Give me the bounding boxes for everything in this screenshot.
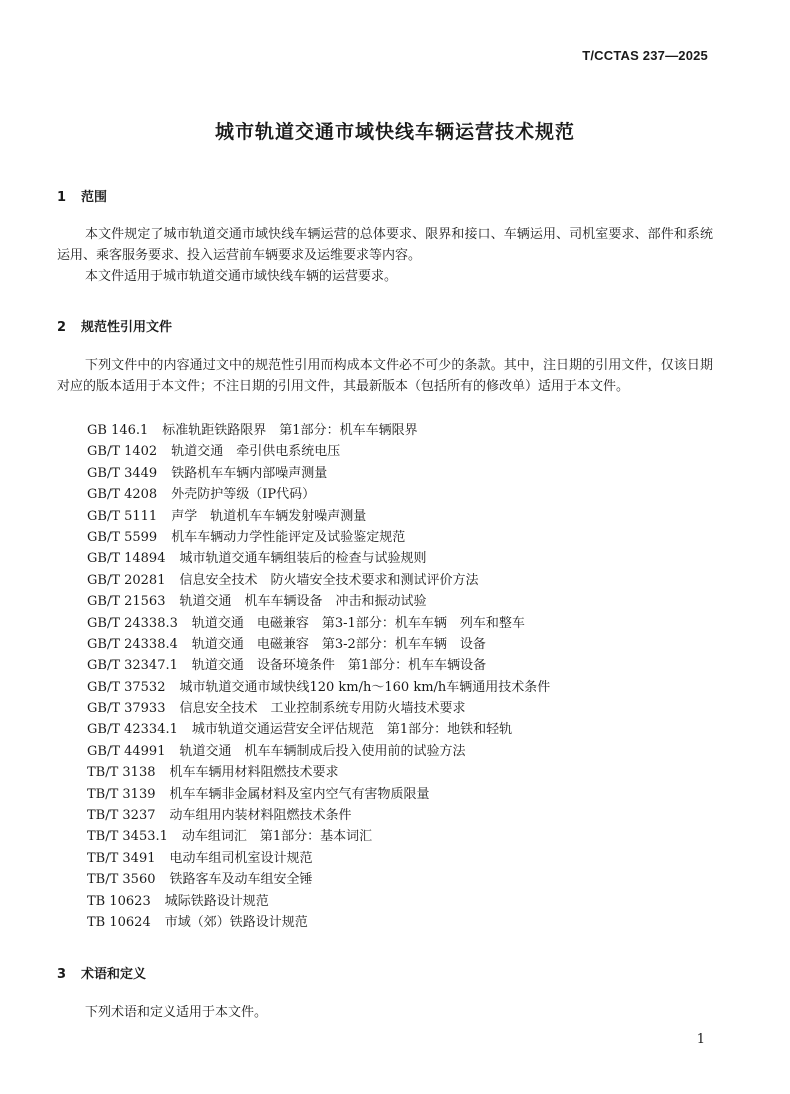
reference-title: 轨道交通 机车车辆设备 冲击和振动试验 xyxy=(179,594,427,610)
section-3-heading xyxy=(57,963,146,982)
reference-code: TB/T 3491 xyxy=(87,850,156,866)
normative-reference-list xyxy=(87,420,550,933)
reference-title: 轨道交通 牵引供电系统电压 xyxy=(171,444,341,460)
reference-code: TB/T 3237 xyxy=(87,808,156,824)
reference-title: 电动车组司机室设计规范 xyxy=(169,850,313,866)
reference-title: 铁路客车及动车组安全锤 xyxy=(169,872,313,888)
reference-title: 信息安全技术 防火墙安全技术要求和测试评价方法 xyxy=(179,572,479,588)
reference-code: GB/T 5599 xyxy=(87,529,158,545)
reference-item xyxy=(87,698,550,719)
reference-item xyxy=(87,677,550,698)
reference-title: 外壳防护等级（IP代码） xyxy=(171,487,316,503)
reference-title: 动车组词汇 第1部分：基本词汇 xyxy=(181,829,373,845)
reference-title: 轨道交通 电磁兼容 第3-2部分：机车车辆 设备 xyxy=(191,636,486,652)
section-2-heading xyxy=(57,316,172,335)
document-code: T/CCTAS 237—2025 xyxy=(582,48,708,63)
reference-item xyxy=(87,591,550,612)
section-2-paragraph-1: 下列文件中的内容通过文中的规范性引用而构成本文件必不可少的条款。其中，注日期的引用文件，仅该日期对应的版本适用于本文件；不注日期的引用文件，其最新版本（包括所有的修改单）适用于本文件。 xyxy=(57,358,713,394)
reference-code: GB/T 14894 xyxy=(87,551,166,567)
reference-title: 城市轨道交通运营安全评估规范 第1部分：地铁和轻轨 xyxy=(191,722,513,738)
section-title: 范围 xyxy=(81,190,108,205)
reference-code: GB/T 3449 xyxy=(87,465,158,481)
reference-code: GB/T 32347.1 xyxy=(87,658,178,674)
reference-title: 轨道交通 机车车辆制成后投入使用前的试验方法 xyxy=(179,743,466,759)
reference-code: TB 10624 xyxy=(87,914,151,930)
reference-title: 市域（郊）铁路设计规范 xyxy=(164,914,308,930)
reference-item xyxy=(87,570,550,591)
page-number: 1 xyxy=(696,1032,705,1047)
reference-code: GB/T 21563 xyxy=(87,594,166,610)
reference-title: 机车车辆非金属材料及室内空气有害物质限量 xyxy=(169,786,430,802)
reference-item xyxy=(87,634,550,655)
reference-item xyxy=(87,655,550,676)
reference-code: TB/T 3453.1 xyxy=(87,829,168,845)
reference-title: 城市轨道交通车辆组装后的检查与试验规则 xyxy=(179,551,427,567)
reference-code: GB/T 24338.3 xyxy=(87,615,178,631)
section-title: 规范性引用文件 xyxy=(81,320,173,335)
reference-title: 信息安全技术 工业控制系统专用防火墙技术要求 xyxy=(179,701,466,717)
reference-item xyxy=(87,506,550,527)
reference-code: GB/T 42334.1 xyxy=(87,722,178,738)
reference-code: GB/T 24338.4 xyxy=(87,636,178,652)
reference-item xyxy=(87,441,550,462)
section-1-paragraph-2: 本文件适用于城市轨道交通市域快线车辆的运营要求。 xyxy=(85,269,398,284)
section-title: 术语和定义 xyxy=(81,967,147,982)
reference-item xyxy=(87,741,550,762)
section-number: 3 xyxy=(57,967,67,982)
reference-item xyxy=(87,805,550,826)
section-1-paragraph-1: 本文件规定了城市轨道交通市域快线车辆运营的总体要求、限界和接口、车辆运用、司机室要求、部件和系统运用、乘客服务要求、投入运营前车辆要求及运维要求等内容。 xyxy=(57,227,713,263)
reference-item xyxy=(87,613,550,634)
reference-title: 铁路机车车辆内部噪声测量 xyxy=(171,465,328,481)
reference-title: 城际铁路设计规范 xyxy=(164,893,269,909)
reference-code: TB/T 3138 xyxy=(87,765,156,781)
document-title: 城市轨道交通市域快线车辆运营技术规范 xyxy=(214,121,575,143)
reference-item xyxy=(87,463,550,484)
reference-item xyxy=(87,891,550,912)
reference-code: TB/T 3139 xyxy=(87,786,156,802)
reference-title: 标准轨距铁路限界 第1部分：机车车辆限界 xyxy=(162,423,418,438)
reference-item xyxy=(87,848,550,869)
reference-title: 动车组用内装材料阻燃技术条件 xyxy=(169,808,352,824)
reference-item xyxy=(87,719,550,740)
reference-item xyxy=(87,484,550,505)
reference-title: 机车车辆用材料阻燃技术要求 xyxy=(169,765,339,781)
reference-code: GB 146.1 xyxy=(87,423,149,438)
reference-code: GB/T 4208 xyxy=(87,487,158,503)
reference-code: GB/T 1402 xyxy=(87,444,158,460)
reference-title: 轨道交通 电磁兼容 第3-1部分：机车车辆 列车和整车 xyxy=(191,615,525,631)
reference-item xyxy=(87,826,550,847)
section-number: 1 xyxy=(57,190,67,205)
section-1-heading xyxy=(57,186,107,205)
reference-code: GB/T 37933 xyxy=(87,701,166,717)
reference-title: 机车车辆动力学性能评定及试验鉴定规范 xyxy=(171,529,406,545)
reference-code: TB/T 3560 xyxy=(87,872,156,888)
reference-title: 城市轨道交通市域快线120 km/h～160 km/h车辆通用技术条件 xyxy=(179,679,551,695)
reference-code: TB 10623 xyxy=(87,893,151,909)
reference-item xyxy=(87,420,550,441)
reference-title: 声学 轨道机车车辆发射噪声测量 xyxy=(171,508,367,524)
reference-item xyxy=(87,912,550,933)
reference-item xyxy=(87,784,550,805)
reference-item xyxy=(87,527,550,548)
reference-code: GB/T 37532 xyxy=(87,679,166,695)
reference-code: GB/T 44991 xyxy=(87,743,166,759)
section-3-paragraph-1: 下列术语和定义适用于本文件。 xyxy=(85,1005,268,1020)
reference-item xyxy=(87,762,550,783)
reference-code: GB/T 20281 xyxy=(87,572,166,588)
reference-item xyxy=(87,869,550,890)
section-number: 2 xyxy=(57,320,67,335)
reference-item xyxy=(87,548,550,569)
reference-title: 轨道交通 设备环境条件 第1部分：机车车辆设备 xyxy=(191,658,487,674)
reference-code: GB/T 5111 xyxy=(87,508,158,524)
